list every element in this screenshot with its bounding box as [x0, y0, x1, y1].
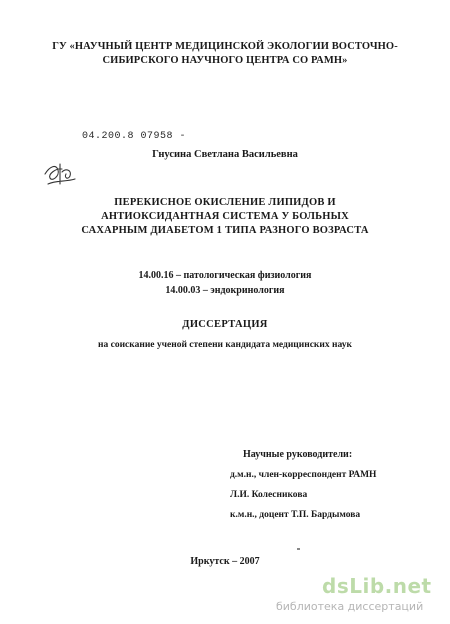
- supervisors-heading: Научные руководители:: [243, 449, 353, 460]
- city-year: Иркутск – 2007: [190, 556, 260, 567]
- title-line-1: ПЕРЕКИСНОЕ ОКИСЛЕНИЕ ЛИПИДОВ И: [114, 197, 336, 208]
- organization-line-2: СИБИРСКОГО НАУЧНОГО ЦЕНТРА СО РАМН»: [102, 55, 348, 66]
- supervisor-line-3: к.м.н., доцент Т.П. Бардымова: [230, 510, 361, 520]
- watermark-subtitle: библиотека диссертаций: [276, 600, 424, 613]
- organization-line-1: ГУ «НАУЧНЫЙ ЦЕНТР МЕДИЦИНСКОЙ ЭКОЛОГИИ ВОСТОЧНО-: [52, 41, 398, 52]
- watermark-logo: dsLib.net: [322, 574, 432, 598]
- dissertation-heading: ДИССЕРТАЦИЯ: [182, 319, 268, 330]
- inventory-number: 04.200.8 07958 -: [82, 131, 187, 142]
- organization-header: [0, 40, 450, 68]
- specialties: [0, 268, 450, 298]
- dissertation-subtitle: на соискание ученой степени кандидата медицинских наук: [98, 340, 352, 350]
- supervisor-line-2: Л.И. Колесникова: [230, 490, 308, 500]
- dissertation-title: [0, 196, 450, 238]
- author-name: Гнусина Светлана Васильевна: [152, 149, 298, 160]
- title-line-2: АНТИОКСИДАНТНАЯ СИСТЕМА У БОЛЬНЫХ: [101, 211, 349, 222]
- specialty-2: 14.00.03 – эндокринология: [165, 285, 285, 296]
- handwritten-signature-icon: [42, 160, 78, 188]
- scan-speck: [297, 548, 300, 550]
- specialty-1: 14.00.16 – патологическая физиология: [138, 270, 312, 281]
- supervisor-line-1: д.м.н., член-корреспондент РАМН: [230, 470, 377, 480]
- title-line-3: САХАРНЫМ ДИАБЕТОМ 1 ТИПА РАЗНОГО ВОЗРАСТА: [81, 225, 369, 236]
